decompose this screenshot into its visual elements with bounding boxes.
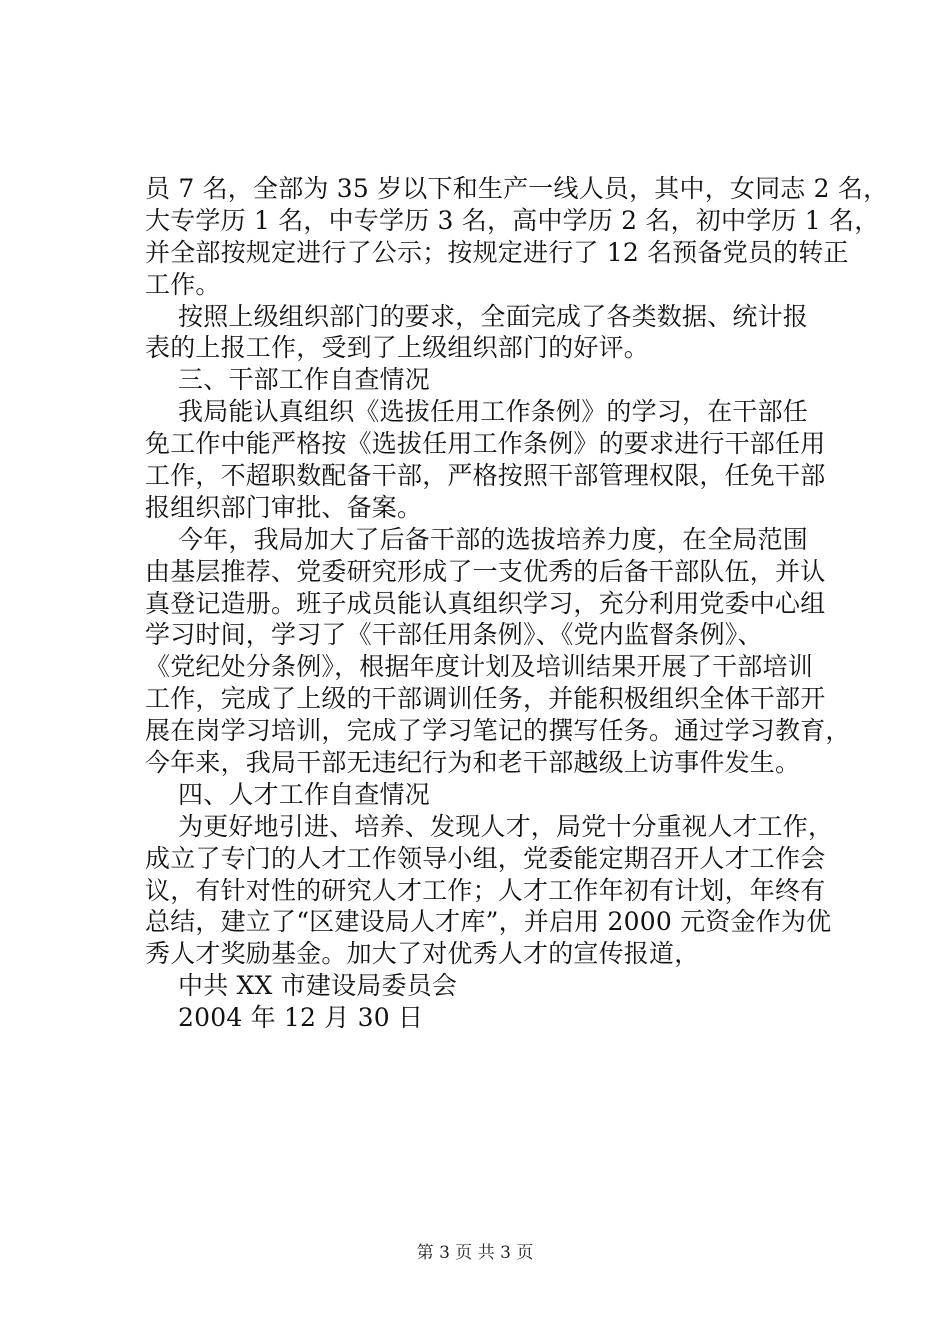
paragraph-start-line: 今年，我局加大了后备干部的选拔培养力度，在全局范围 (178, 524, 809, 554)
paragraph-start-line: 按照上级组织部门的要求，全面完成了各类数据、统计报 (178, 301, 809, 331)
text-line: 报组织部门审批、备案。 (145, 492, 423, 522)
text-line: 议，有针对性的研究人才工作；人才工作年初有计划，年终有 (145, 875, 826, 905)
text-line: 工作，完成了上级的干部调训任务，并能积极组织全体干部开 (145, 684, 826, 714)
text-line: 大专学历 1 名，中专学历 3 名，高中学历 2 名，初中学历 1 名， (145, 205, 880, 235)
text-line: 学习时间，学习了《干部任用条例》、《党内监督条例》、 (145, 620, 763, 650)
text-line: 总结，建立了“区建设局人才库”，并启用 2000 元资金作为优 (145, 907, 832, 937)
paragraph-start-line: 我局能认真组织《选拔任用工作条例》的学习，在干部任 (178, 397, 809, 427)
text-line: 展在岗学习培训，完成了学习笔记的撰写任务。通过学习教育， (145, 716, 851, 746)
section-heading: 三、干部工作自查情况 (178, 365, 431, 395)
text-line: 并全部按规定进行了公示；按规定进行了 12 名预备党员的转正 (145, 237, 849, 267)
text-line: 今年来，我局干部无违纪行为和老干部越级上访事件发生。 (145, 748, 801, 778)
text-line: 由基层推荐、党委研究形成了一支优秀的后备干部队伍，并认 (145, 556, 826, 586)
page-number-footer: 第 3 页 共 3 页 (416, 1243, 534, 1263)
text-line: 《党纪处分条例》，根据年度计划及培训结果开展了干部培训 (145, 652, 813, 682)
signature-organization: 中共 XX 市建设局委员会 (178, 971, 458, 1001)
signature-date: 2004 年 12 月 30 日 (178, 1003, 424, 1033)
text-line: 员 7 名，全部为 35 岁以下和生产一线人员，其中，女同志 2 名， (145, 174, 889, 203)
text-line: 工作。 (145, 269, 221, 299)
paragraph-start-line: 为更好地引进、培养、发现人才，局党十分重视人才工作， (178, 811, 834, 841)
section-heading: 四、人才工作自查情况 (178, 779, 431, 809)
text-line: 成立了专门的人才工作领导小组，党委能定期召开人才工作会 (145, 843, 826, 873)
text-line: 秀人才奖励基金。加大了对优秀人才的宣传报道， (145, 939, 700, 969)
text-line: 免工作中能严格按《选拔任用工作条例》的要求进行干部任用 (145, 429, 826, 459)
document-body (145, 173, 889, 1034)
text-line: 真登记造册。班子成员能认真组织学习，充分利用党委中心组 (145, 588, 826, 618)
text-line: 工作，不超职数配备干部，严格按照干部管理权限，任免干部 (145, 461, 826, 491)
text-line: 表的上报工作，受到了上级组织部门的好评。 (145, 333, 650, 363)
